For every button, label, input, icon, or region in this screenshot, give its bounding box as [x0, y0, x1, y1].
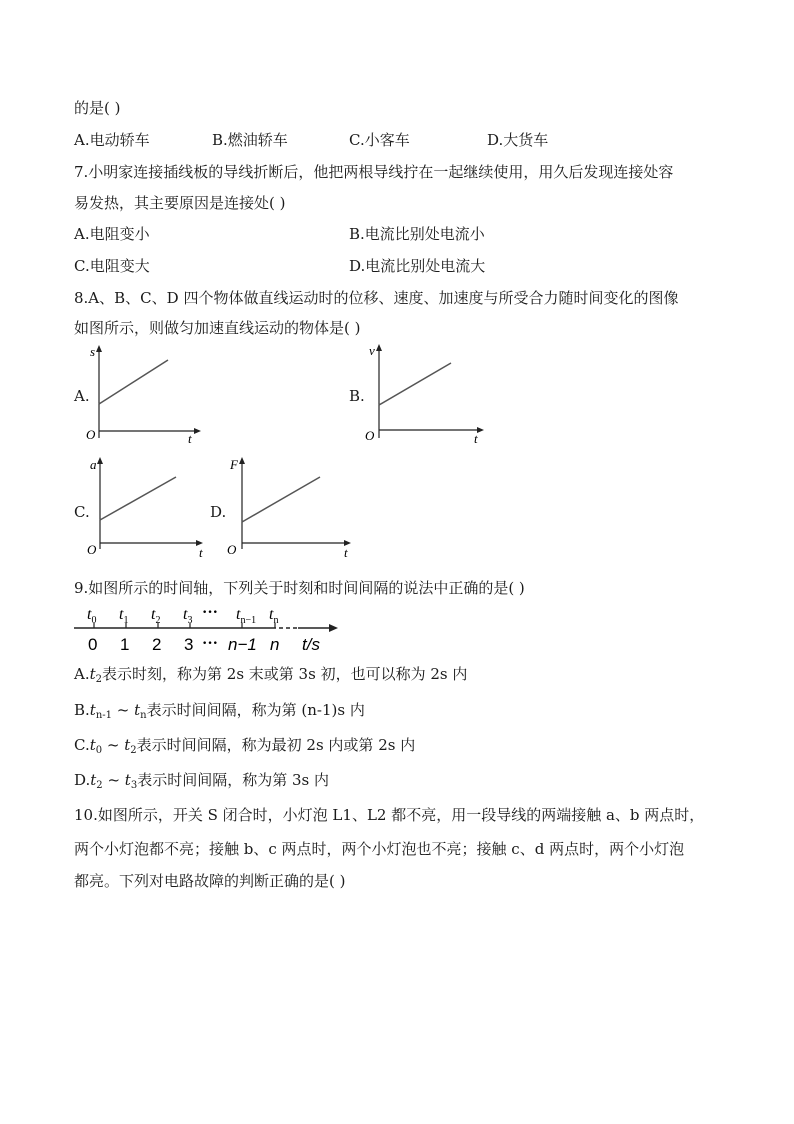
- origin-label: O: [227, 542, 237, 557]
- q10-stem-line1: 10.如图所示，开关 S 闭合时，小灯泡 L1、L2 都不亮，用一段导线的两端接触 a、b 两点时，: [74, 806, 705, 824]
- q9-b-sub1: n-1: [95, 710, 113, 721]
- q9-d-sub2: 3: [130, 780, 138, 791]
- label-t2: $t_2$: [151, 606, 161, 626]
- data-line: [99, 360, 168, 404]
- q9-option-b[interactable]: [74, 700, 365, 720]
- label-tn-1: $t_{n-1}$: [236, 606, 257, 626]
- x-axis-label: t: [344, 545, 348, 560]
- q8-graph-b: [361, 341, 491, 447]
- x-axis-arrow: [194, 428, 201, 434]
- q9-d-symbol1: t: [90, 771, 97, 789]
- label-3: 3: [184, 635, 194, 654]
- label-0: 0: [88, 635, 98, 654]
- q10-stem-line2: 两个小灯泡都不亮；接触 b、c 两点时，两个小灯泡也不亮；接触 c、d 两点时，两个小灯泡: [74, 840, 685, 858]
- label-ts: t/s: [302, 635, 320, 654]
- x-axis-label: t: [199, 545, 203, 560]
- y-axis-label: s: [90, 344, 96, 359]
- label-2: 2: [152, 635, 162, 654]
- q9-option-c[interactable]: [74, 735, 415, 755]
- y-axis-label: F: [230, 457, 238, 472]
- q6-option-d[interactable]: D.大货车: [487, 131, 549, 149]
- origin-label: O: [86, 427, 96, 442]
- q6-option-b[interactable]: B.燃油轿车: [212, 131, 288, 149]
- q7-option-b[interactable]: B.电流比别处电流小: [349, 225, 485, 243]
- q7-stem-line2: 易发热，其主要原因是连接处( ): [74, 194, 286, 212]
- q9-d-sub1: 2: [96, 780, 103, 791]
- q6-option-c[interactable]: C.小客车: [349, 131, 410, 149]
- q7-option-c[interactable]: C.电阻变大: [74, 257, 150, 275]
- q8-graph-c: [84, 452, 214, 560]
- y-axis-label: a: [90, 457, 97, 472]
- q9-c-text: 表示时间间隔，称为最初 2s 内或第 2s 内: [136, 736, 416, 754]
- q9-d-tilde: ~: [102, 771, 125, 789]
- q9-b-tilde: ~: [112, 701, 135, 719]
- label-tn: $t_n$: [269, 606, 279, 626]
- q9-b-text: 表示时间间隔，称为第 (n-1)s 内: [146, 701, 365, 719]
- q8-stem-line2: 如图所示，则做匀加速直线运动的物体是( ): [74, 319, 361, 337]
- q9-c-sub1: 0: [95, 745, 103, 756]
- q9-b-sub2: n: [140, 710, 147, 721]
- origin-label: O: [365, 428, 375, 443]
- ellipsis-bottom: ···: [202, 635, 219, 652]
- q9-b-prefix: B.: [74, 701, 90, 719]
- x-axis-label: t: [188, 431, 192, 446]
- y-axis-arrow: [96, 345, 102, 352]
- q9-c-sub2: 2: [130, 745, 137, 756]
- ellipsis-top: ···: [202, 604, 219, 621]
- q9-c-tilde: ~: [102, 736, 125, 754]
- q9-d-prefix: D.: [74, 771, 91, 789]
- q10-stem-line3: 都亮。下列对电路故障的判断正确的是( ): [74, 872, 346, 890]
- q6-tail: 的是( ): [74, 99, 121, 117]
- data-line: [242, 477, 320, 522]
- q9-a-text: 表示时刻，称为第 2s 末或第 3s 初，也可以称为 2s 内: [102, 665, 468, 683]
- q9-c-symbol1: t: [89, 736, 96, 754]
- q8-graph-d-label[interactable]: D.: [210, 503, 227, 521]
- q9-option-a[interactable]: [74, 664, 467, 684]
- y-axis-arrow: [239, 457, 245, 464]
- y-axis-label: v: [369, 343, 375, 358]
- q9-stem: 9.如图所示的时间轴，下列关于时刻和时间间隔的说法中正确的是( ): [74, 579, 525, 597]
- q8-graph-a: [82, 342, 212, 446]
- q9-b-symbol1: t: [89, 701, 96, 719]
- x-axis-label: t: [474, 431, 478, 446]
- q9-a-sub: 2: [95, 674, 103, 685]
- label-n: n: [270, 635, 280, 654]
- q9-option-d[interactable]: [74, 770, 329, 790]
- label-t3: $t_3$: [183, 606, 193, 626]
- origin-label: O: [87, 542, 97, 557]
- q8-graph-c-label[interactable]: C.: [74, 503, 90, 521]
- data-line: [379, 363, 451, 405]
- y-axis-arrow: [376, 344, 382, 351]
- q7-option-a[interactable]: A.电阻变小: [74, 225, 150, 243]
- label-t0: $t_0$: [87, 606, 97, 626]
- q9-d-text: 表示时间间隔，称为第 3s 内: [137, 771, 329, 789]
- q9-a-symbol: t: [89, 665, 96, 683]
- q9-timeline: [72, 600, 342, 656]
- label-n-1: n−1: [228, 635, 257, 654]
- data-line: [100, 477, 176, 520]
- q9-c-prefix: C.: [74, 736, 90, 754]
- label-1: 1: [120, 635, 130, 654]
- y-axis-arrow: [97, 457, 103, 464]
- timeline-arrow: [329, 624, 338, 632]
- q6-option-a[interactable]: A.电动轿车: [74, 131, 150, 149]
- label-t1: $t_1$: [119, 606, 129, 626]
- q7-stem-line1: 7.小明家连接插线板的导线折断后，他把两根导线拧在一起继续使用，用久后发现连接处容: [74, 163, 674, 181]
- q7-option-d[interactable]: D.电流比别处电流大: [349, 257, 486, 275]
- q8-graph-d: [224, 452, 360, 560]
- q8-graph-a-label[interactable]: A.: [74, 387, 90, 405]
- x-axis-arrow: [477, 427, 484, 433]
- q9-d-symbol2: t: [124, 771, 131, 789]
- q9-b-symbol2: t: [134, 701, 141, 719]
- q9-c-symbol2: t: [124, 736, 131, 754]
- q8-graph-b-label[interactable]: B.: [349, 387, 365, 405]
- q9-a-prefix: A.: [74, 665, 90, 683]
- q8-stem-line1: 8.A、B、C、D 四个物体做直线运动时的位移、速度、加速度与所受合力随时间变化的图像: [74, 289, 679, 307]
